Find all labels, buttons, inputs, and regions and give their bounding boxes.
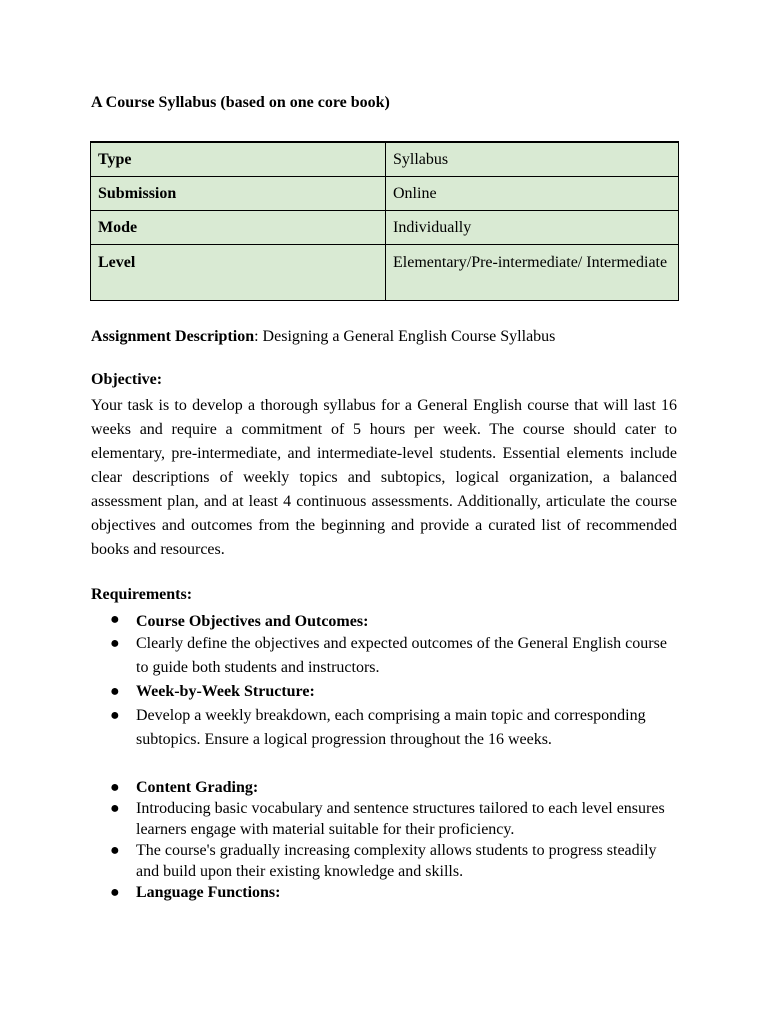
objective-heading: Objective: [91, 371, 163, 388]
assignment-text: : Designing a General English Course Syllabus [254, 328, 556, 345]
table-row [91, 176, 679, 210]
list-item: Introducing basic vocabulary and sentence structures tailored to each level ensures learners engage with material suitable for their proficiency. [136, 800, 665, 838]
bullet-icon: ● [110, 779, 120, 796]
table-value-level: Elementary/Pre-intermediate/ Intermediate [386, 244, 679, 300]
bullet-icon: ● [110, 707, 120, 724]
list-item: Develop a weekly breakdown, each comprising a main topic and corresponding subtopics. Ensure a logical progression throughout the 16 weeks. [136, 707, 646, 748]
table-key-level: Level [91, 244, 386, 300]
table-row [91, 142, 679, 176]
table-key-mode: Mode [91, 210, 386, 244]
bullet-icon: ● [110, 635, 120, 652]
objective-body: Your task is to develop a thorough syllabus for a General English course that will last 16 weeks and require a commitment of 5 hours per week. The course should cater to elementary, pre-intermediate, and intermediate-level students. Essential elements include clear descriptions of weekly topics and subtopics, logical organization, a balanced assessment plan, and at least 4 continuous assessments. Additionally, articulate the course objectives and outcomes from the beginning and provide a curated list of recommended books and resources. [91, 397, 677, 558]
bullet-icon: ● [110, 683, 120, 700]
table-value-mode: Individually [386, 210, 679, 244]
list-item: Clearly define the objectives and expected outcomes of the General English course to guide both students and instructors. [136, 635, 667, 676]
bullet-icon: ● [110, 800, 120, 817]
document-title: A Course Syllabus (based on one core book) [91, 94, 390, 111]
table-row [91, 210, 679, 244]
list-item: Content Grading: [136, 779, 259, 796]
table-row [91, 244, 679, 300]
bullet-icon: ● [110, 842, 120, 859]
table-key-type: Type [91, 142, 386, 176]
table-value-type: Syllabus [386, 142, 679, 176]
assignment-description [91, 328, 555, 346]
table-key-submission: Submission [91, 176, 386, 210]
info-table [90, 141, 679, 301]
bullet-icon: ● [110, 884, 120, 901]
list-item: Course Objectives and Outcomes: [136, 613, 369, 630]
list-item: Language Functions: [136, 884, 281, 901]
list-item: The course's gradually increasing complexity allows students to progress steadily and build upon their existing knowledge and skills. [136, 842, 657, 880]
list-item: Week-by-Week Structure: [136, 683, 315, 700]
bullet-icon: ● [110, 611, 120, 628]
assignment-label: Assignment Description [91, 328, 255, 345]
table-value-submission: Online [386, 176, 679, 210]
requirements-heading: Requirements: [91, 586, 193, 603]
